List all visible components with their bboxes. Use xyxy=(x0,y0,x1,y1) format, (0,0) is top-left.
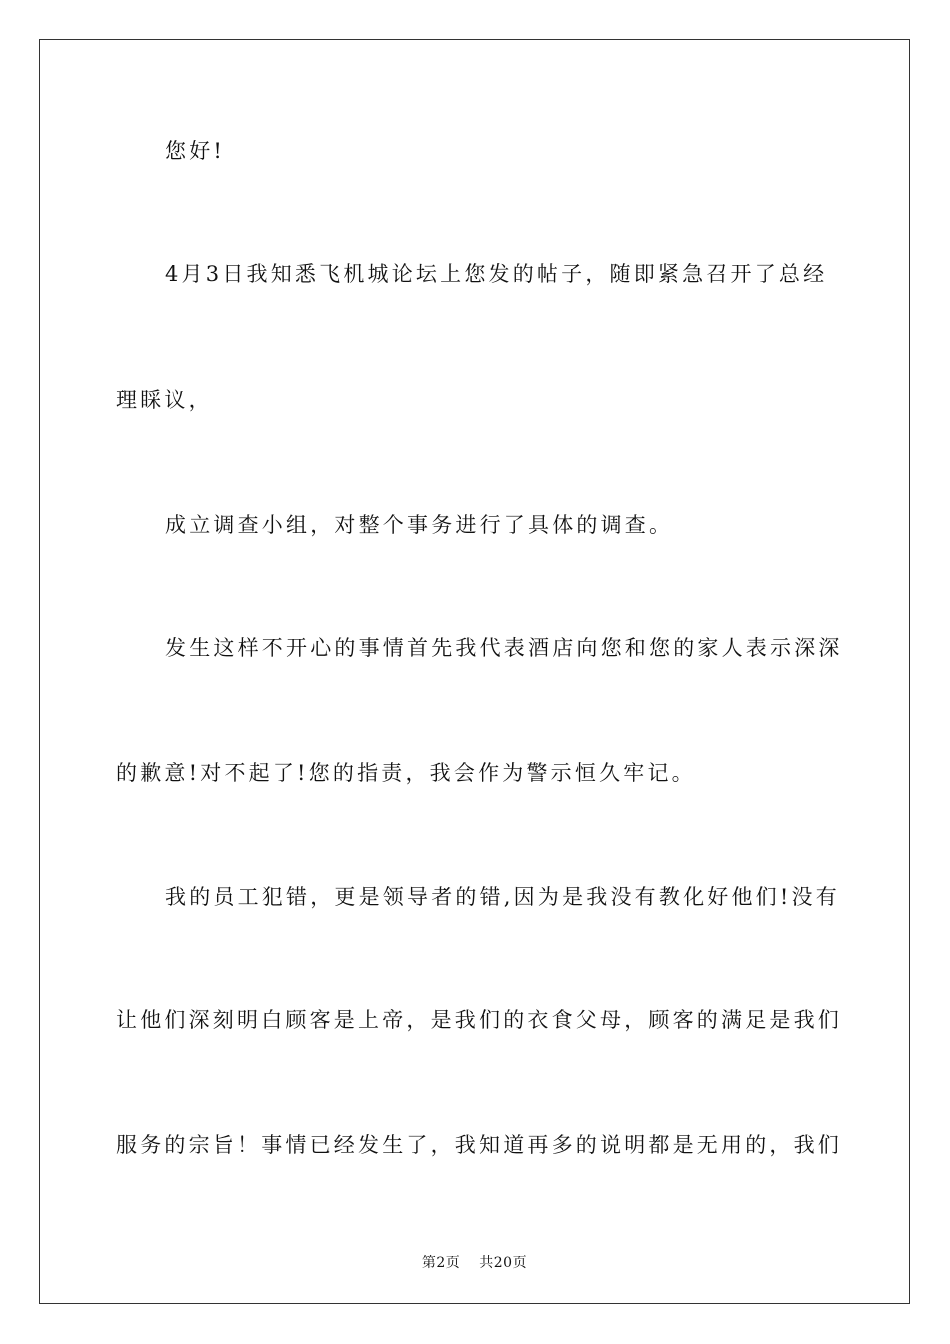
page-frame xyxy=(39,39,910,1304)
text-line: 我的员工犯错，更是领导者的错,因为是我没有教化好他们!没有 xyxy=(165,885,840,909)
text-line: 服务的宗旨！事情已经发生了，我知道再多的说明都是无用的，我们 xyxy=(116,1133,842,1157)
page-footer xyxy=(40,1252,909,1272)
text-line: 理睬议， xyxy=(116,388,213,412)
text-line: 让他们深刻明白顾客是上帝，是我们的衣食父母，顾客的满足是我们 xyxy=(116,1008,842,1032)
text-line: 的歉意!对不起了!您的指责，我会作为警示恒久牢记。 xyxy=(116,761,696,785)
text-line: 成立调查小组，对整个事务进行了具体的调查。 xyxy=(165,513,674,537)
current-page-label: 第2页 xyxy=(421,1255,461,1271)
total-pages-label: 共20页 xyxy=(479,1255,528,1271)
text-line: 4月3日我知悉飞机城论坛上您发的帖子，随即紧急召开了总经 xyxy=(165,262,828,286)
text-line: 发生这样不开心的事情首先我代表酒店向您和您的家人表示深深 xyxy=(165,636,843,660)
text-line-greeting: 您好! xyxy=(165,139,226,163)
